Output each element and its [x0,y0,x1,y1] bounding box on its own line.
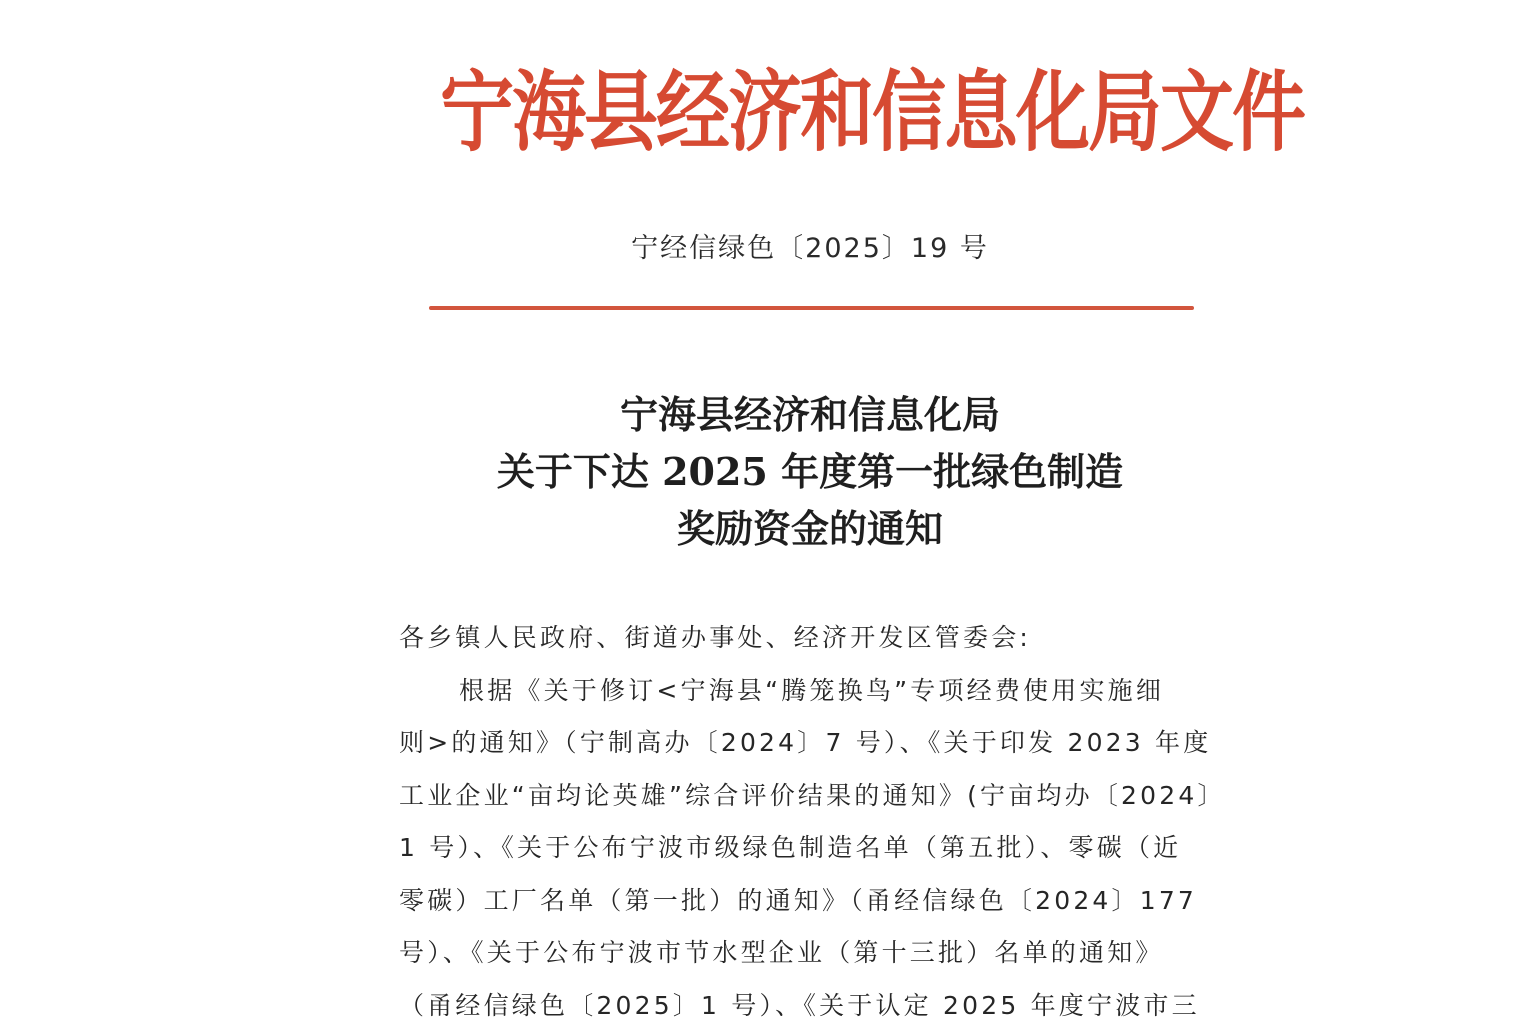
body-line-2: 则>的通知》（宁制高办〔2024〕7 号）、《关于印发 2023 年度 [399,717,1214,770]
notice-body [399,612,1214,1032]
salutation: 各乡镇人民政府、街道办事处、经济开发区管委会: [399,612,1214,665]
notice-title-line-2: 关于下达 2025 年度第一批绿色制造 [440,443,1180,500]
body-line-7: （甬经信绿色〔2025〕1 号）、《关于认定 2025 年度宁波市三 [399,980,1214,1032]
red-divider-line [429,306,1194,310]
notice-title-line-3: 奖励资金的通知 [440,500,1180,557]
body-line-4: 1 号）、《关于公布宁波市级绿色制造名单（第五批）、零碳（近 [399,822,1214,875]
notice-title [440,386,1180,557]
body-line-3: 工业企业“亩均论英雄”综合评价结果的通知》(宁亩均办〔2024〕 [399,770,1214,823]
issuer-header: 宁海县经济和信息化局文件 [440,48,1200,178]
body-line-5: 零碳）工厂名单（第一批）的通知》（甬经信绿色〔2024〕177 [399,875,1214,928]
document-number: 宁经信绿色〔2025〕19 号 [420,226,1200,272]
notice-title-line-1: 宁海县经济和信息化局 [440,386,1180,443]
body-line-1: 根据《关于修订<宁海县“腾笼换鸟”专项经费使用实施细 [399,665,1214,718]
body-line-6: 号）、《关于公布宁波市节水型企业（第十三批）名单的通知》 [399,927,1214,980]
